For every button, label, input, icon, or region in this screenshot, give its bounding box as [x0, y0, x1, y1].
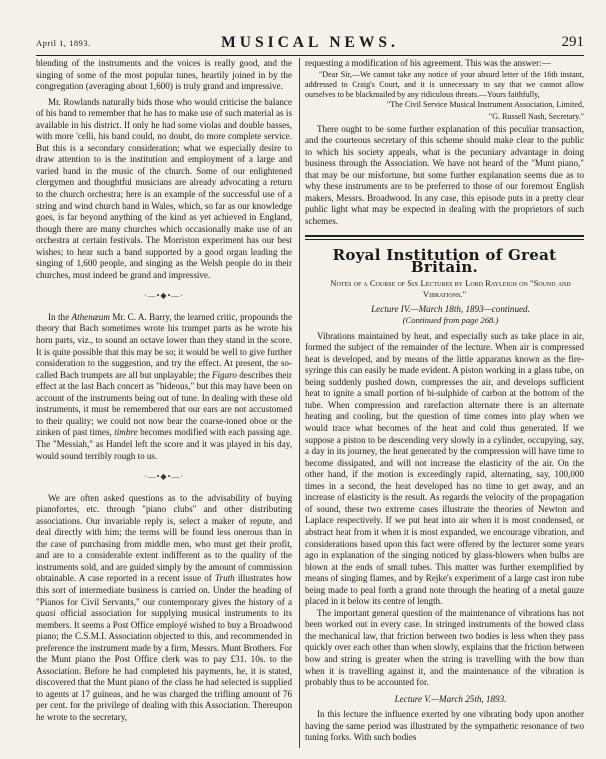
section-ornament-1: ·—•◆•—·	[143, 291, 185, 301]
section-ornament-2: ·—•◆•—·	[143, 472, 185, 482]
left-paragraph-2: Mr. Rowlands naturally bids those who would criticise the balance of his band to remember that he has to make use of such material as is available in his district. If only he had some violas and double basses, with more 'celli, his band could, no doubt, do more complete service. But this is a secondary consideration; what we especially desire to draw attention to is the institution and employment of a large and varied band in the music of the church. Some of our enlightened clergymen and thoughtful musicians are already advocating a return to the church orchestra; here is an example of the successful use of a string and wind church band in Wales, which, so far as our knowledge goes, is far beyond anything of the kind as yet achieved in England, though there are many churches which occasionally make use of an orchestra at certain festivals. The Morriston experiment has our best wishes; to hear such a band supported by a good organ leading the singing of 1,600 people, and singing as the Welsh people do in their churches, must indeed be grand and impressive.	[36, 96, 292, 280]
section-separator	[305, 235, 584, 240]
right-paragraph-4: The important general question of the maintenance of vibrations has not been worked out in every case. In stringed instruments of the bowed class the mechanical law, that friction between two bodies is less when they pass quickly over each other than when slowly, explains that the friction between bow and string is greater when the string is travelling with the bow than when it is travelling against it, and the maintenance of the vibration is probably thus to be accounted for.	[305, 607, 584, 688]
continued-note: (Continued from page 268.)	[402, 315, 499, 326]
header-date: April 1, 1893.	[36, 38, 91, 48]
right-paragraph-1: requesting a modification of his agreement. This was the answer:—	[305, 58, 551, 68]
header-title: MUSICAL NEWS.	[221, 34, 399, 51]
right-column	[305, 58, 584, 744]
right-paragraph-2: There ought to be some further explanation of this peculiar transaction, and the courteous secretary of this scheme should make clear to the public to which his society appeals, what is the pecuniary advantage in doing business through the Association. We have not heard of the "Munt piano," that may be our misfortune, but some further explanation seems due as to why these instruments are to be preferred to those of our foremost English makers, Messrs. Broadwood. In any case, this episode puts in a pretty clear public light what may be expected in dealing with the proprietors of such schemes.	[305, 123, 584, 226]
lecture-series-subtitle: Notes of a Course of Six Lectures by Lord Rayleigh on "Sound and Vibrations."	[330, 277, 571, 299]
lecture-iv-heading: Lecture IV.—March 18th, 1893—continued.	[371, 303, 530, 314]
section-title: Royal Institution of Great Britain.	[332, 246, 557, 277]
quote-signature-secretary: "G. Russell Nash, Secretary."	[488, 111, 584, 121]
column-divider	[299, 58, 300, 748]
right-paragraph-5: In this lecture the influence exerted by one vibrating body upon another having the same period was illustrated by the sympathetic resonance of two tuning forks. With such bodies	[305, 709, 584, 743]
header-rule	[36, 55, 584, 56]
right-paragraph-3: Vibrations maintained by heat, and especially such as take place in air, formed the subject of the remainder of the lecture. When air is compressed heat is developed, and by means of the little apparatus known as the fire-syringe this can easily be made evident. A piston working in a glass tube, on being suddenly pushed down, compresses the air, and develops sufficient heat to ignite a small portion of bi-sulphide of carbon at the bottom of the tube. When compression and rarefaction alternate there is an alternate heating and cooling, but the question of time comes into play when we would trace what becomes of the heat and cold thus generated. If we suppose a piston to be descending very slowly in a cylinder, occupying, say, a day in its journey, the heat generated by the compression will have time to become dissipated, and will not increase the elasticity of the air. On the other hand, if the motion is exceedingly rapid, alternating, say, 100,000 times in a second, the heat developed has no time to get away, and an increase of elasticity is the result. As regards the velocity of the propagation of sound, these two extreme cases illustrate the theories of Newton and Laplace respectively. If we put heat into air when it is most condensed, or abstract heat from it when it is most expanded, we encourage vibration, and considerations based upon this fact were offered by the lecturer some years ago in explanation of the singing noticed by glass-blowers when bulbs are blown at the ends of small tubes. This matter was further exemplified by means of singing flames, and by Rejke's experiment of a large cast iron tube being made to peal forth a grand note through the heating of a metal gauze placed in it below its centre of length.	[305, 330, 584, 607]
page-header	[36, 34, 584, 54]
left-paragraph-1: blending of the instruments and the voices is really good, and the singing of some of the most popular tunes, heartily joined in by the congregation (averaging about 1,600) is truly grand and impressive.	[36, 58, 292, 92]
lecture-v-heading: Lecture V.—March 25th, 1893.	[394, 693, 507, 704]
left-paragraph-4: We are often asked questions as to the advisability of buying pianofortes, etc. through "piano clubs" and other distributing associations. Our invariable reply is, select a maker of repute, and deal directly with him; the terms will be found less onerous than in the case of purchasing from middle men, who must get their profit, and are to a considerable extent indifferent as to the quality of the instruments sold, and are guided simply by the amount of commission obtainable. A case reported in a recent issue of Truth illustrates how this sort of intermediate business is carried on. Under the heading of "Pianos for Civil Servants," our contemporary gives the history of a quasi official association for supplying musical instruments to its members. It seems a Post Office employé wished to buy a Broadwood piano; the C.S.M.I. Association objected to this, and recommended in preference the instrument made by a firm, Messrs. Munt Brothers. For the Munt piano the Post Office clerk was to pay £31. 10s. to the Association. Before he had completed his payments, he, it is stated, discovered that the Munt piano of the class he had selected is supplied to agents at 17 guineas, and he was charged the trifling amount of 76 per cent. for the privilege of dealing with this Association. Thereupon he wrote to the secretary,	[36, 492, 292, 722]
page-number: 291	[561, 34, 584, 50]
quoted-letter: "Dear Sir,—We cannot take any notice of your absurd letter of the 16th instant, addressed to Craig's Court, and it is unnecessary to say that we cannot allow ourselves to be blackmailed by any ridiculous threats.—Yours faithfully,	[305, 69, 584, 99]
quote-signature-association: "The Civil Service Musical Instrument Association, Limited,	[386, 99, 584, 109]
left-paragraph-3: In the Athenæum Mr. C. A. Barry, the learned critic, propounds the theory that Bach sometimes wrote his trumpet parts as he wrote his horn parts, viz., to sound an octave lower than they stand in the score. It is quite possible that this may be so; it would be well to give further consideration to the suggestion, and try the effect. At present, the so-called Bach trumpets are all but unplayable; the Figaro describes their effect at the last Bach concert as "hideous," but this may have been on account of the instruments being out of tune. In dealing with these old instruments, it must be remembered that our ears are not accustomed to their quality; we could not now bear the coarse-toned oboe or the zinken of past times, timbre becomes modified with each passing age. The "Messiah," as Handel left the score and it was played in his day, would sound terribly rough to us.	[36, 311, 293, 461]
left-column	[36, 58, 292, 724]
